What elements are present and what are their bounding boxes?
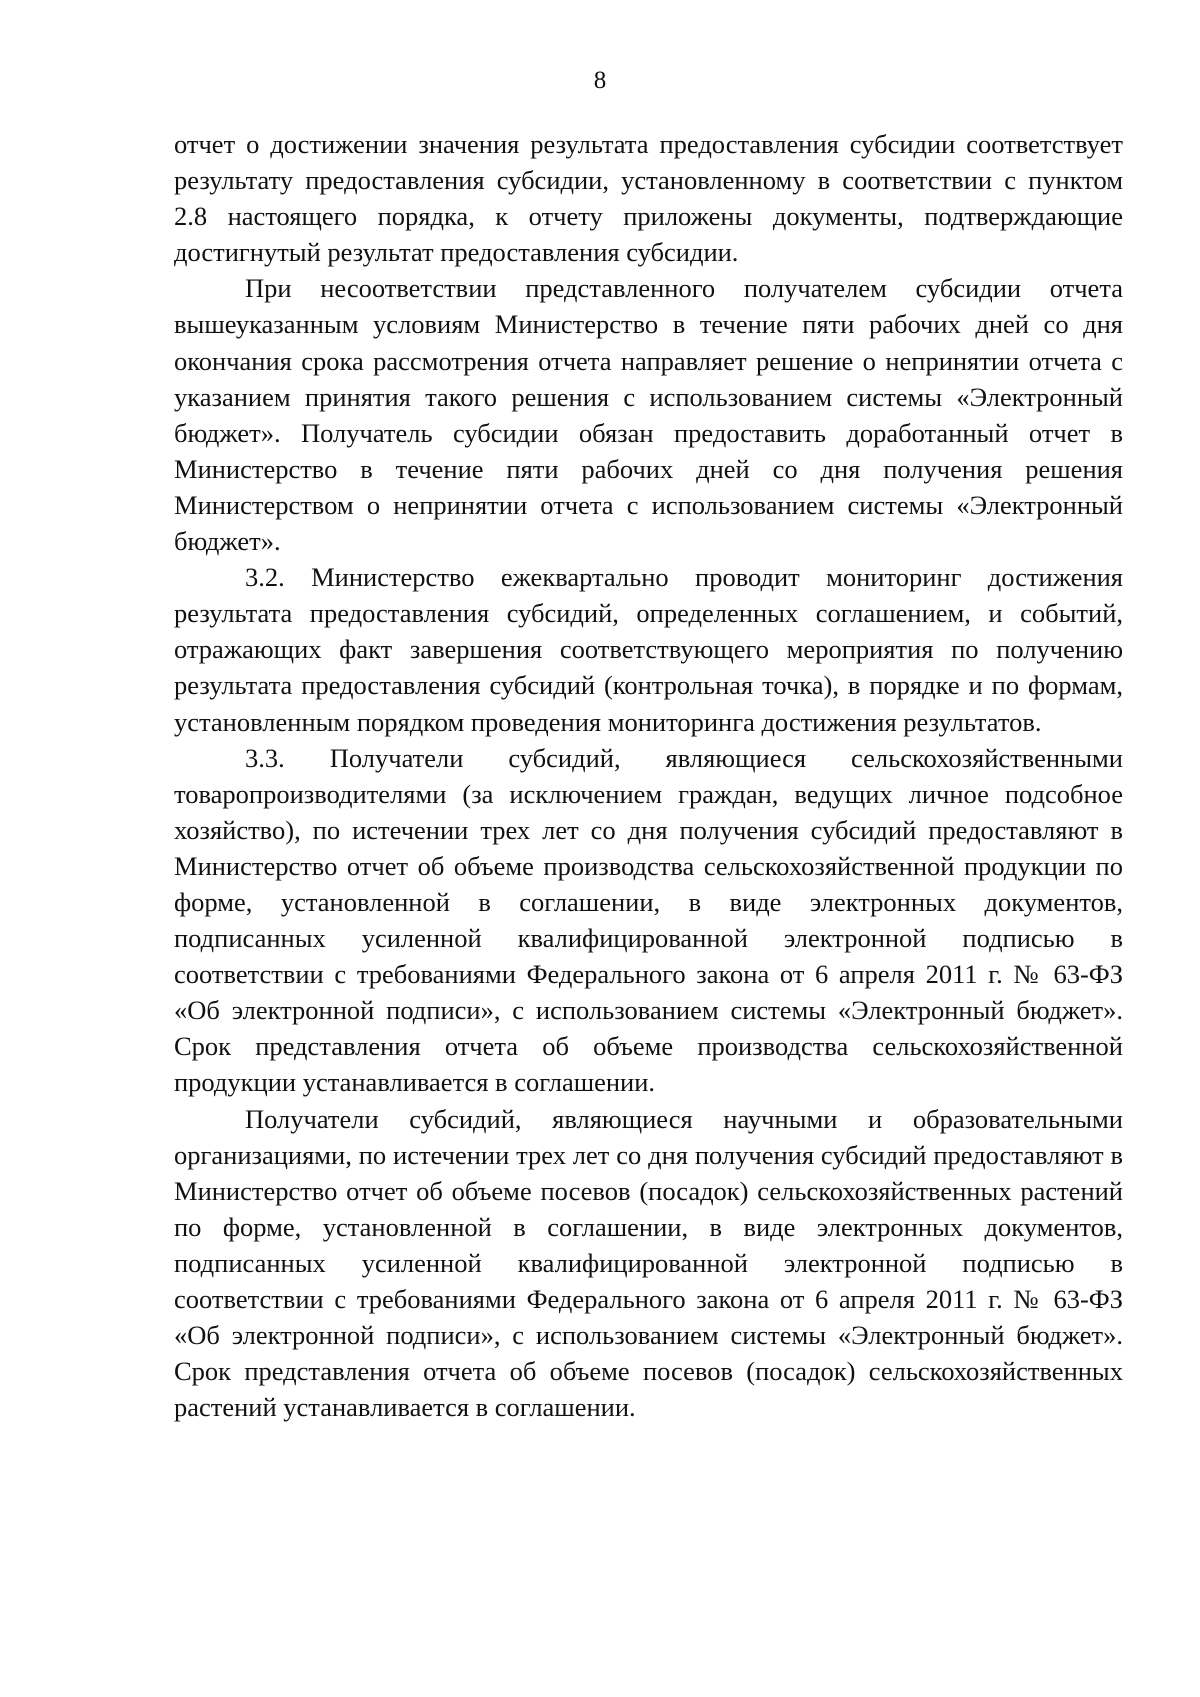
document-body (174, 126, 1123, 1425)
page-number: 8 (593, 67, 607, 94)
paragraph-science-organizations: Получатели субсидий, являющиеся научными и образовательными организациями, по истечении трех лет со дня получения субсидий предоставляют в Министерство отчет об объеме посевов (посадок) сельскохозяйственных растений по форме, установленной в соглашении, в виде электронных документов, подписанных усиленной квалифицированной электронной подписью в соответствии с требованиями Федерального закона от 6 апреля 2011 г. № 63-ФЗ «Об электронной подписи», с использованием системы «Электронный бюджет». Срок представления отчета об объеме посевов (посадок) сельскохозяйственных растений устанавливается в соглашении. (174, 1103, 1123, 1423)
paragraph-report-nonconformity: При несоответствии представленного получателем субсидии отчета вышеуказанным условиям Министерство в течение пяти рабочих дней со дня окончания срока рассмотрения отчета направляет решение о непринятии отчета с указанием принятия такого решения с использованием системы «Электронный бюджет». Получатель субсидии обязан предоставить доработанный отчет в Министерство в течение пяти рабочих дней со дня получения решения Министерством о непринятии отчета с использованием системы «Электронный бюджет». (174, 273, 1123, 557)
paragraph-report-conformity: отчет о достижении значения результата предоставления субсидии соответствует результату предоставления субсидии, установленному в соответствии с пунктом 2.8 настоящего порядка, к отчету приложены документы, подтверждающие достигнутый результат предоставления субсидии. (174, 129, 1123, 268)
paragraph-clause-3-2: 3.2. Министерство ежеквартально проводит мониторинг достижения результата предоставления субсидий, определенных соглашением, и событий, отражающих факт завершения соответствующего мероприятия по получению результата предоставления субсидий (контрольная точка), в порядке и по формам, установленным порядком проведения мониторинга достижения результатов. (174, 562, 1123, 737)
paragraph-clause-3-3: 3.3. Получатели субсидий, являющиеся сельскохозяйственными товаропроизводителями (за исключением граждан, ведущих личное подсобное хозяйство), по истечении трех лет со дня получения субсидий предоставляют в Министерство отчет об объеме производства сельскохозяйственной продукции по форме, установленной в соглашении, в виде электронных документов, подписанных усиленной квалифицированной электронной подписью в соответствии с требованиями Федерального закона от 6 апреля 2011 г. № 63-ФЗ «Об электронной подписи», с использованием системы «Электронный бюджет». Срок представления отчета об объеме производства сельскохозяйственной продукции устанавливается в соглашении. (174, 742, 1123, 1098)
